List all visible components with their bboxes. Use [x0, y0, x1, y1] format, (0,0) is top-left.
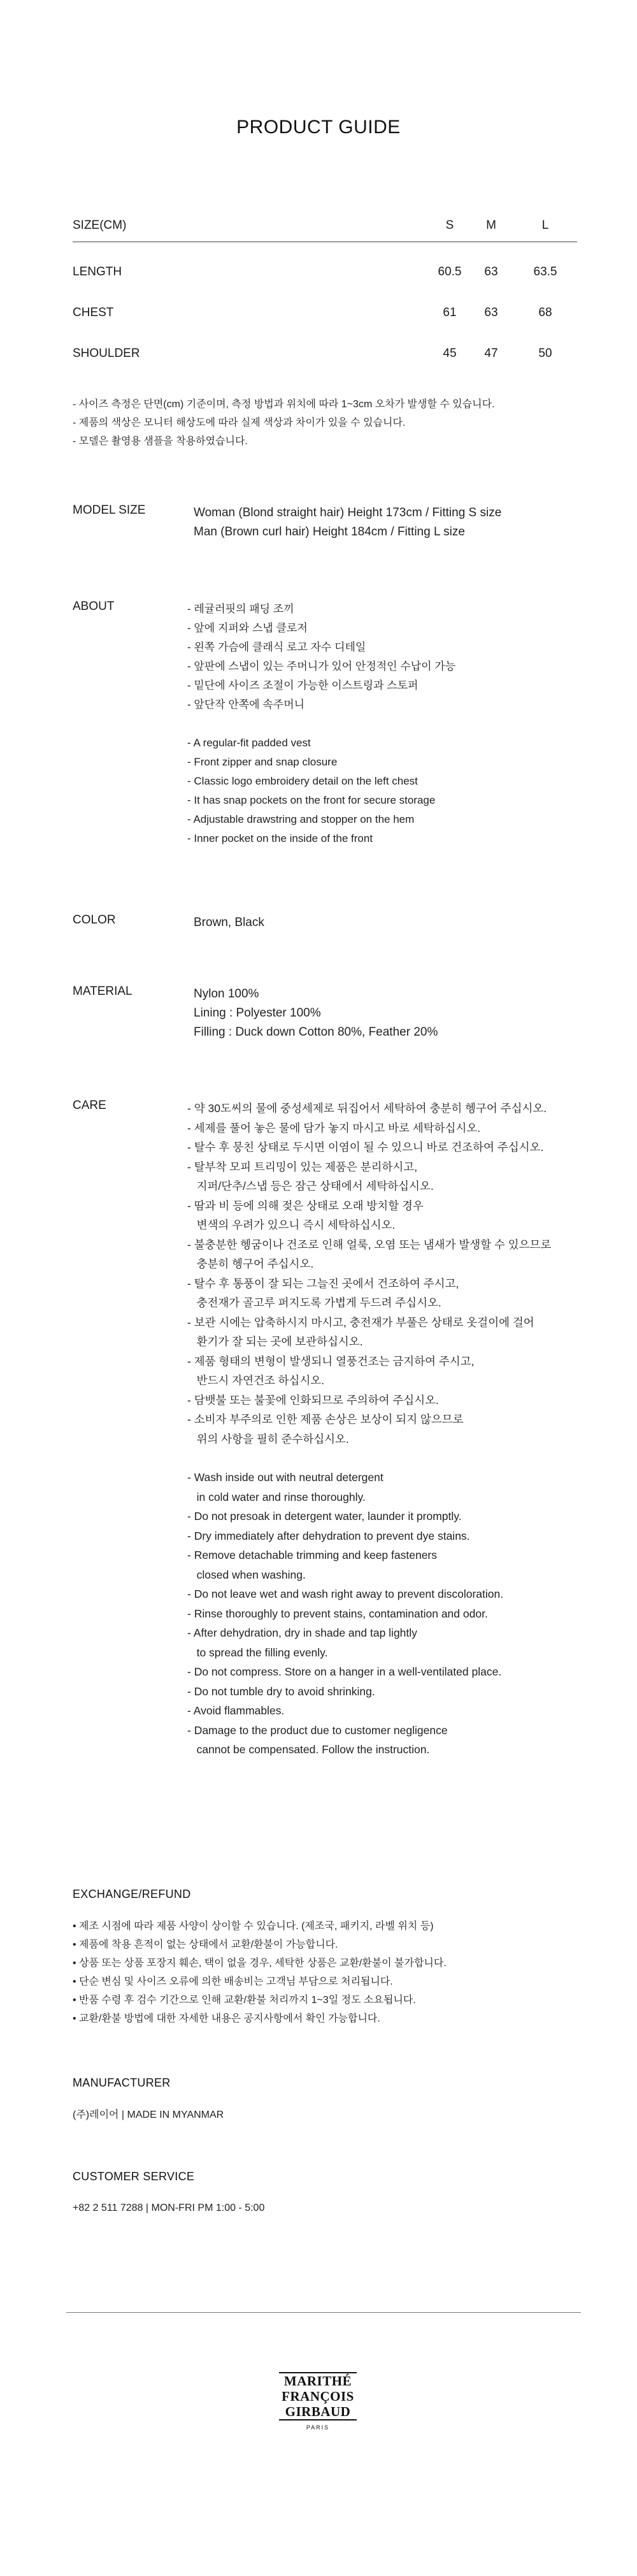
- cell-m: 63: [484, 265, 498, 279]
- text-line: - 탈수 후 통풍이 잘 되는 그늘진 곳에서 건조하여 주시고,: [187, 1277, 459, 1290]
- text-line: - Wash inside out with neutral detergent: [187, 1471, 383, 1484]
- note-line: - 모델은 촬영용 샘플을 착용하였습니다.: [73, 436, 248, 447]
- text-line: - Avoid flammables.: [187, 1704, 285, 1717]
- text-line: Nylon 100%: [194, 987, 259, 1001]
- section-label: MODEL SIZE: [73, 503, 146, 517]
- exchange-title: EXCHANGE/REFUND: [73, 1888, 191, 1900]
- text-line: - Damage to the product due to customer negligence: [187, 1723, 448, 1737]
- text-line: • 상품 또는 상품 포장지 훼손, 택이 없을 경우, 세탁한 상품은 교환/환불이 불가합니다.: [73, 1958, 447, 1969]
- text-line: - 소비자 부주의로 인한 제품 손상은 보상이 되지 않으므로: [187, 1413, 464, 1426]
- size-table-header: [73, 217, 577, 242]
- text-line: • 단순 변심 및 사이즈 오류에 의한 배송비는 고객님 부담으로 처리됩니다.: [73, 1976, 393, 1987]
- text-line: Brown, Black: [194, 916, 264, 929]
- text-line: - 밑단에 사이즈 조절이 가능한 이스트링과 스토퍼: [187, 679, 419, 691]
- text-line: in cold water and rinse thoroughly.: [187, 1490, 366, 1503]
- logo-line: GIRBAUD: [285, 2404, 351, 2419]
- manufacturer-value: (주)레이어 | MADE IN MYANMAR: [73, 2109, 224, 2120]
- text-line: Woman (Blond straight hair) Height 173cm / Fitting S size: [194, 506, 502, 519]
- text-line: - Do not compress. Store on a hanger in a well-ventilated place.: [187, 1665, 502, 1678]
- text-line: Man (Brown curl hair) Height 184cm / Fitting L size: [194, 525, 465, 539]
- text-line: • 제품에 착용 흔적이 없는 상태에서 교환/환불이 가능합니다.: [73, 1939, 338, 1950]
- text-line: - Remove detachable trimming and keep fasteners: [187, 1549, 438, 1561]
- page-title: PRODUCT GUIDE: [236, 117, 401, 138]
- text-line: Filling : Duck down Cotton 80%, Feather 20%: [194, 1025, 438, 1039]
- section-label: CARE: [73, 1099, 106, 1112]
- text-line: - 담뱃불 또는 불꽃에 인화되므로 주의하여 주십시오.: [187, 1393, 439, 1407]
- manufacturer-title: MANUFACTURER: [73, 2076, 171, 2089]
- text-line: 충분히 헹구어 주십시오.: [187, 1257, 314, 1270]
- row-label: SHOULDER: [73, 347, 140, 360]
- text-line: 지퍼/단추/스냅 등은 잠근 상태에서 세탁하십시오.: [187, 1180, 434, 1192]
- text-line: - 앞에 지퍼와 스냅 클로저: [187, 622, 308, 634]
- text-line: - After dehydration, dry in shade and tap lightly: [187, 1626, 417, 1639]
- text-line: - 세제를 풀어 놓은 물에 담가 놓지 마시고 바로 세탁하십시오.: [187, 1121, 481, 1134]
- cell-s: 60.5: [438, 265, 462, 279]
- text-line: • 반품 수령 후 검수 기간으로 인해 교환/환불 처리까지 1~3일 정도 소요됩니다.: [73, 1995, 416, 2006]
- table-row: [73, 324, 577, 365]
- text-line: 변색의 우려가 있으니 즉시 세탁하십시오.: [187, 1219, 396, 1231]
- text-line: - 앞단작 안쪽에 속주머니: [187, 698, 305, 711]
- note-line: - 제품의 색상은 모니터 해상도에 따라 실제 색상과 차이가 있을 수 있습니다.: [73, 417, 406, 428]
- exchange-body: [73, 1917, 447, 2028]
- text-line: - 레귤러핏의 패딩 조끼: [187, 603, 294, 615]
- text-line: - It has snap pockets on the front for secure storage: [187, 794, 436, 806]
- size-header-s: S: [445, 219, 454, 232]
- text-line: - 땀과 비 등에 의해 젖은 상태로 오래 방치할 경우: [187, 1199, 424, 1212]
- text-line: - Do not leave wet and wash right away to prevent discoloration.: [187, 1588, 504, 1600]
- table-row: [73, 242, 577, 283]
- cell-m: 63: [484, 306, 498, 319]
- section-divider: [66, 2312, 581, 2313]
- size-notes: [73, 395, 495, 451]
- text-line: closed when washing.: [187, 1568, 306, 1581]
- text-line: - A regular-fit padded vest: [187, 737, 311, 749]
- text-line: • 제조 시점에 따라 제품 사양이 상이할 수 있습니다. (제조국, 패키지, 라벨 위치 등): [73, 1921, 434, 1932]
- text-line: 환기가 잘 되는 곳에 보관하십시오.: [187, 1335, 363, 1348]
- cell-l: 63.5: [533, 265, 557, 279]
- cell-l: 50: [538, 347, 552, 360]
- text-line: - Adjustable drawstring and stopper on the hem: [187, 813, 415, 825]
- text-line: cannot be compensated. Follow the instruction.: [187, 1743, 430, 1756]
- about-body: [187, 600, 595, 848]
- text-line: 충전재가 골고루 퍼지도록 가볍게 두드려 주십시오.: [187, 1296, 441, 1309]
- size-header-label: SIZE(CM): [73, 219, 127, 232]
- model-size-body: [194, 503, 601, 542]
- text-line: - Dry immediately after dehydration to prevent dye stains.: [187, 1529, 470, 1542]
- text-line: - 제품 형태의 변형이 발생되니 열풍건조는 금지하여 주시고,: [187, 1354, 475, 1368]
- text-line: - 탈수 후 뭉친 상태로 두시면 이염이 될 수 있으니 바로 건조하여 주십시오.: [187, 1141, 544, 1154]
- logo-line: MARITHÉ: [283, 2373, 352, 2389]
- brand-logo: [270, 2372, 366, 2449]
- text-line: - 불충분한 헹굼이나 건조로 인해 얼룩, 오염 또는 냄새가 발생할 수 있으므로: [187, 1238, 552, 1251]
- text-line: - 약 30도씨의 물에 중성세제로 뒤집어서 세탁하여 충분히 헹구어 주십시오.: [187, 1102, 547, 1115]
- text-line: - 탈부착 모피 트리밍이 있는 제품은 분리하시고,: [187, 1160, 418, 1173]
- size-header-m: M: [486, 219, 496, 232]
- customer-service-title: CUSTOMER SERVICE: [73, 2170, 195, 2183]
- section-label: MATERIAL: [73, 985, 132, 998]
- text-line: • 교환/환불 방법에 대한 자세한 내용은 공지사항에서 확인 가능합니다.: [73, 2013, 380, 2024]
- cell-s: 61: [443, 306, 457, 319]
- size-header-l: L: [541, 219, 549, 232]
- cell-l: 68: [538, 306, 552, 319]
- cell-m: 47: [484, 347, 498, 360]
- size-table: [73, 217, 577, 365]
- row-label: LENGTH: [73, 265, 122, 279]
- cell-s: 45: [443, 347, 457, 360]
- material-body: [194, 985, 601, 1042]
- text-line: - 보관 시에는 압축하시지 마시고, 충전재가 부풀은 상태로 옷걸이에 걸어: [187, 1315, 534, 1329]
- text-line: - 앞판에 스냅이 있는 주머니가 있어 안정적인 수납이 가능: [187, 660, 456, 672]
- text-line: - Classic logo embroidery detail on the left chest: [187, 775, 418, 787]
- text-line: - Do not presoak in detergent water, launder it promptly.: [187, 1510, 462, 1523]
- section-label: ABOUT: [73, 600, 115, 613]
- text-line: 반드시 자연건조 하십시오.: [187, 1374, 325, 1387]
- text-line: - Front zipper and snap closure: [187, 756, 338, 768]
- text-line: - Rinse thoroughly to prevent stains, contamination and odor.: [187, 1607, 488, 1620]
- logo-line: FRANÇOIS: [282, 2389, 354, 2404]
- note-line: - 사이즈 측정은 단면(cm) 기준이며, 측정 방법과 위치에 따라 1~3cm 오차가 발생할 수 있습니다.: [73, 399, 495, 410]
- customer-service-value: +82 2 511 7288 | MON-FRI PM 1:00 - 5:00: [73, 2203, 265, 2213]
- text-line: - 왼쪽 가슴에 클래식 로고 자수 디테일: [187, 641, 366, 653]
- text-line: 위의 사항을 필히 준수하십시오.: [187, 1432, 349, 1445]
- color-value: [194, 913, 601, 932]
- text-line: - Inner pocket on the inside of the front: [187, 832, 373, 844]
- row-label: CHEST: [73, 306, 114, 319]
- care-body: [187, 1099, 595, 1760]
- logo-sub: PARIS: [306, 2424, 330, 2431]
- text-line: Lining : Polyester 100%: [194, 1006, 321, 1020]
- text-line: - Do not tumble dry to avoid shrinking.: [187, 1684, 375, 1698]
- table-row: [73, 283, 577, 324]
- text-line: to spread the filling evenly.: [187, 1646, 328, 1659]
- section-label: COLOR: [73, 913, 116, 927]
